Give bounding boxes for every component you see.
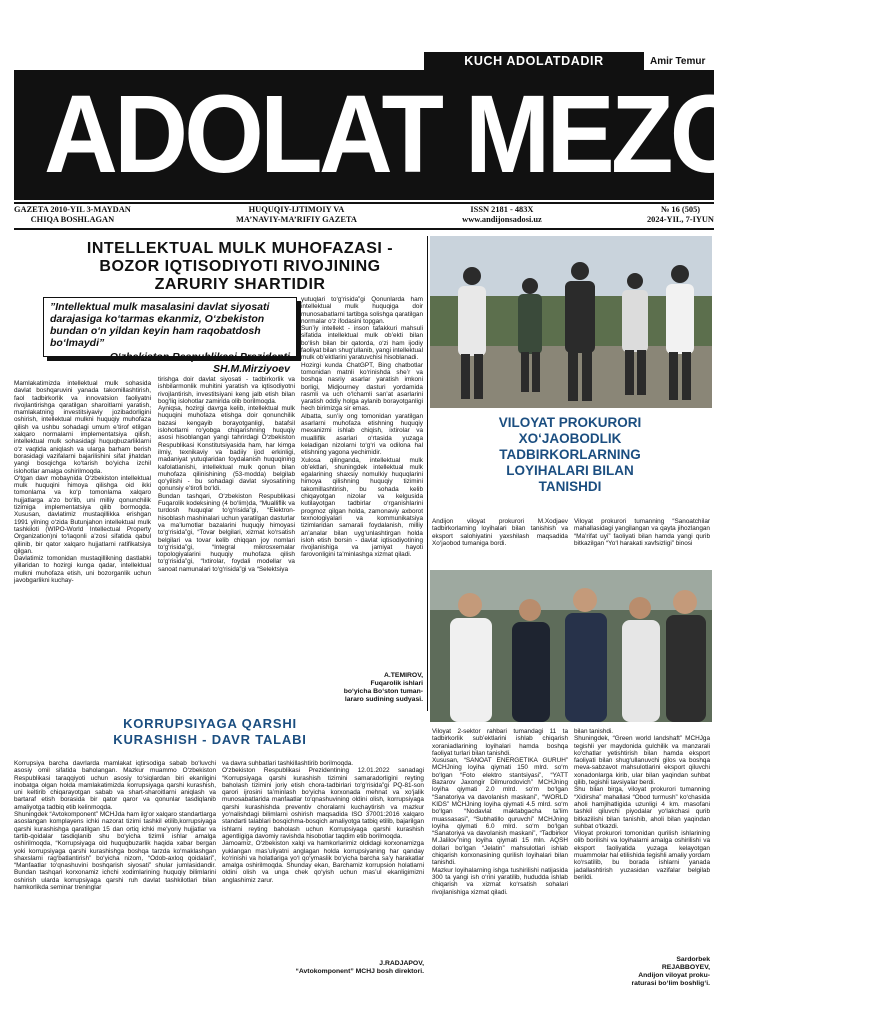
article3-col1: Korrupsiya barcha davrlarda mamlakat iqtirsodiga sabab bo‘luvchi asosiy omil sifatida baholangan. Mazkur muammo O‘zbekiston Respublikasi taraqqiyoti uchun asosiy to‘siqlardan biri ekanligini inobatga olgan holda mamlakatimizda korrupsiyaga qarshi kurashish, uni keltirib chiqarayotgan sabab va shart-sharoitlarni aniqlash va bartaraf etish borasida bir qator qaror va qonunlar tasdiqlanib amaliyotga tadbiq etib kelinmoqda. Shuningdek “Avtokomponent” MCHJda ham ilg‘or xalqaro standartlarga asoslangan komplayens ichki nazorat tizimi tashkil etilib,korrupsiyaga qarshi kurashishga qaratilgan 15 dan ortiq ichki me’yoriy hujjatlar va tartib-qoidalar tasdiqlanib shu bo‘yicha tizimli ishlar amalga oshirilmoqda, “Korrupsiyaga oid huquqbuzarlik haqida xabar bergan yoki korrupsiyaga qarshi kurashishga boshqa tarzda ko‘maklashgan shaxslarni rag‘batlantirish” bo‘yicha nizom, “Odob-axloq qoidalari”, “Manfaatlar to‘qnashuvini boshqarish siyosati” shular jumlasidandir. Bundan tashqari korxonamiz ichchi xodimlarining huquqiy bilimlarini oshirish ularda korrupsiyaga qarshi ruh davlat tashkilotlari bilan hamkorlikda seminar treninglar xyxy=(14,760,217,892)
article2-headline: VILOYAT PROKURORI XO‘JAOBODLIK TADBIRKORLARNING LOYIHALARI BILAN TANISHDI xyxy=(498,415,642,494)
masthead-rule-bottom xyxy=(14,228,714,230)
column-divider xyxy=(427,236,428,711)
issn-info: ISSN 2181 - 483X www.andijonsadosi.uz xyxy=(462,205,542,224)
masthead-rule-top xyxy=(14,202,714,204)
article1-headline: INTELLEKTUAL MULK MUHOFAZASI - BOZOR IQTISODIYOTI RIVOJINING ZARURIY SHARTIDIR xyxy=(86,240,394,293)
masthead-motto-author: Amir Temur xyxy=(650,56,706,67)
article2-col2: Viloyat prokurori tumanning “Sanoatchilar mahallasidagi yangilangan va qayta jihozlangan “Ma’rifat uyi” faoliyati bilan hamda yangi qurib bitkazilgan “Yo‘l harakati xavfsizligi” binosi xyxy=(574,518,710,547)
quote-author: O‘zbekiston Respublikasi Prezidenti SH.M.Mirziyoev xyxy=(109,351,290,375)
prosecutor-visit-photo-2 xyxy=(430,570,712,722)
article2-signature: Sardorbek REJABBOYEV, Andijon viloyat proku- raturasi bo‘lim boshlig‘i. xyxy=(631,956,710,987)
masthead-motto: KUCH ADOLATDADIR xyxy=(424,52,644,71)
genre-info: HUQUQIY-IJTIMOIY VA MA’NAVIY-MA’RIFIY GAZETA xyxy=(236,205,357,224)
article3-headline: KORRUPSIYAGA QARSHI KURASHISH - DAVR TALABI xyxy=(113,716,307,747)
president-quote xyxy=(43,297,297,375)
issue-info: № 16 (505) 2024-YIL, 7-IYUN xyxy=(646,205,714,224)
article2-col3: Viloyat 2-sektor rahbari tumandagi 11 ta tadbirkorlik sub’ektlarini ishlab chiqarish xoraniadlarining loyihalari hamda boshqa faoliyat turlari bilan tanishdi. Xususan, “SANOAT ENERGETIKA GURUH” MCHJning loyiha qiymati 150 mlrd. so‘m bo‘lgan “Foto elektro stantsiyasi”, “YATT Bazarov Jaxongir Dilmurodovich” MCHJning loyiha qiymati 2.0 mlrd. so‘m bo‘lgan “Sanatoriya va davolanish maskani”, “WORLD KIDS” MCHJning loyiha qiymati 4.5 mlrd. so‘m bo‘lgan “Nodavlat maktabgacha ta’lim muassasasi”, “Subhatillo quruvchi” MCHJning loyiha qiymati 6.0 mlrd. so‘m bo‘lgan “Sanatoriya va davolanish maskani”, “Tadbirkor M.Jalilov”ning loyiha qiymati 15 mln. AQSH dollari bo‘lgan “Jelatin” mahsulotlari ishlab chiqarish korxonasining qurilish loyihalari bilan tanishdi. Mazkur loyihalarning ishga tushirilishi natijasida 300 ta yangi ish o‘rini yaratilib, hududda ishlab chiqarish va xizmat ko‘rsatish sohalari rivojlanishiga xizmat qiladi. xyxy=(432,728,568,896)
article1-signature: A.TEMIROV, Fuqarolik ishlari bo‘yicha Bo‘ston tuman- lararo sudining sudyasi. xyxy=(343,672,423,703)
founded-info: GAZETA 2010-YIL 3-MAYDAN CHIQA BOSHLAGAN xyxy=(14,205,131,224)
newspaper-title-text: ADOLAT MEZONI xyxy=(43,73,841,196)
quote-text: ”Intellektual mulk masalasini davlat siyosati darajasiga ko‘tarmas ekanmiz, O‘zbekiston bundan o‘n yildan keyin ham raqobatdosh bo‘lmaydi” xyxy=(50,301,270,349)
article3-signature: J.RADJAPOV, “Avtokomponent” MCHJ bosh direktori. xyxy=(295,960,424,975)
newspaper-title xyxy=(14,70,841,200)
article1-col1: Mamlakatimizda intellektual mulk sohasida davlat boshqaruvini yanada takomillashtirish, faol tadbirkorlik va innovatsion faoliyatni rivojlantirishga qaratilgan sharoitlarni yaratish, mamlakatning investitsiyaviy jozibadorligini oshirish, intellektual mulkni huquqiy muhofaza qilish va ushbu sohadagi umum e’tirof etilgan xalqaro normalarni implementatsiya qilish, intellektual mulk sohasidagi huquqbuzarliklarni o‘z vaqtida aniqlash va ularga barham berish borasidagi vazifalarni bajarilishini sifat jihatdan yangi bosqichga ko‘tarish bo‘yicha izchil islohotlar amalga oshirilmoqda. O‘tgan davr mobaynida O‘zbekiston intellektual mulk huquqini himoya qilishga oid ikki tomonlama va ko‘p tomonlama xalqaro hujjatlarga a’zo bo‘lib, uni milliy qonunchilik tizimiga implementatsiya qilib bormoqda. Xususan, davlatimiz mustaqillikka erishgan 1991 yilning o‘zida Butunjahon intellektual mulk tashkiloti (WIPO-World Intellectual Property Organization)ni to‘laqonli a’zosi sifatida qabul qilinib, bir qator xalqaro hujjatlarni ratifikatsiya qilgan. Davlatimiz tomonidan mustaqillikning dastlabki yillaridan to hozirgi kunga qadar, intellektual mulkni muhofaza etish, uni bozorganlik uchun javobgarlikni kuchay- xyxy=(14,380,151,585)
article3-col2: va davra suhbatlari tashkillashtirib borilmoqda. O‘zbekiston Respublikasi Prezidentining 12.01.2022 sanadagi “Korrupsiyaga qarshi kurashish tizimini samaradorligini reyting baholash tizimini joriy etish chora-tadbirlari to‘g‘risida”gi PQ-81-son qarori ijrosini ta’minlash bo‘yicha korxonada mehnat va xo‘jalik munosabatlarida manfaatlar to‘qnashuvining oldini olish, korrupsiyaga qarshi kurashishda preventiv choralarni kuchaytirish va mazkur yo‘nalishdagi bilimlarni oshirish maqsadida ISO 37001:2016 xalqaro standarti talablari bosqichma-bosqich amaliyotga tatbiq etilib, bajarilgan ishlarni reyting baholash uchun Korrupsiyaga qarshi kurashish agentligiga davomiy ravishda hisobotlar taqdim etib borilmoqda. Jamoamiz, O‘zbekiston xalqi va hamkorlarimiz oldidagi korxonamizga yuklangan mas’uliyatni anglagan holda korrupsiyaning har qanday ko‘rinishi va holatlariga yo‘l qo‘ymaslik bo‘yicha barcha sa’y harakatlar amalga oshirilmoqda. Shunday ekan, Barchamiz korrupsion holatlarni oldini olish va unga chek qo‘yish uchun mas’ul ekanligimizni anglashimiz zarur. xyxy=(222,760,424,884)
info-line xyxy=(14,205,714,225)
article2-col1: Andijon viloyat prokurori M.Xodjaev tadbirkorlarning loyihalari bilan tanishish va eksport salohiyatini yaxshilash maqsadida Xo‘jaobod tumaniga bordi. xyxy=(432,518,568,547)
article2-col4: bilan tanishdi. Shuningdek, “Green world landshaft” MCHJga tegishli yer maydonida gulchilik va manzarali ko‘chatlar yetishtirish bilan hamda eksport faoliyati bilan shug‘ullanuvchi gilos va boshqa meva-sabzavot mahsulotlarini eksport qiluvchi xonadonlarga kirib, ular bilan yaqindan suhbat qilib, tegishli tavsiyalar berdi. Shu bilan birga, viloyat prokurori tumanning “Xidirsha” mahallasi “Obod turmush” ko‘chasida aholi hamjihatligida uzunligi 4 km. masofani tashkil qiluvchi piyodalar yo‘lakchasi qurib bitkazilishi bilan tanishib, aholi bilan yaqindan suhbat o‘tkazdi. Viloyat prokurori tomonidan qurilish ishlarining olib borilishi va loyihalarni amalga oshirilishi va eksport faoliyatida yuzaga kelayotgan muammolar hal etilishida tegishli amaliy yordam ko‘rsatilib, bu borada ishlarni yanada jadallashtirish yuzasidan vazifalar belgilab berildi. xyxy=(574,728,710,881)
photo-1-figures xyxy=(430,236,712,408)
prosecutor-visit-photo-1 xyxy=(430,236,712,408)
article1-col3: yutuqlari to‘g‘risida”gi Qonunlarda ham intellektual mulk huquqiga doir munosabatlarni tartibga solishga qaratilgan normalar o‘z ifodasini topgan. Sun’iy intellekt - inson tafakkuri mahsuli sifatida intellektual mulk ob’ekti bilan bo‘lish bilan bir qatorda, o‘zi ham ijodiy faoliyat bilan shug‘ullanib, yangi intellektual mulk ob’ektlarini yaratuvchisi hisoblanadi. Hozirgi kunda ChatGPT, Bing chatbotlar tomonidan matnli ko‘rinishda she’r va boshqa nasriy asarlar yaratish imkoni borligi, Midjourney dasturi yordamida rasmli va uch o‘lchamli san’at asarlarini yaratish oddiy holga aylanib borayotganligi hech birimizga sir emas. Albatta, sun’iy ong tomonidan yaratilgan asarlarni muhofaza etishning huquqiy mexanizmi ishlab chiqish, ixtirolar va mualliflik asarlari o‘rtasida yuzaga keladigan nizolarni to‘g‘ri va odilona hal etishning yagona yechimidir. Xulosa qilinganda, intellektual mulk ob’ektlari, shuningdek intellektual mulk egalarining shaxsiy nomulkiy huquqlarini himoya qilishning huquqiy tizimini takomillashtirish, bu sohada kelib chiqayotgan nizolar va kelgusida kutilayotgan tadbirlar o‘rganishlarini progmoz qilgan holda, zamonaviy axborot texnologiyalari va kommunikatsiya tizimlaridan samarali foydalanish, milliy an’analar bilan uyg‘unlashtirgan holda islоh etish borsin - davlat iqtisodiyotining rivojlanishiga va jamiyat hayoti farovonligini ta’minlashga xizmat qiladi. xyxy=(301,296,423,559)
photo-2-figures xyxy=(430,570,712,722)
article1-col2: tirishga doir davlat siyosati - tadbirkorlik va ishbilarmonlik muhitini yaratish va iqtisodiyotni rivojlantirish, investitsiyani keng jalb etish bilan bog‘liq islohotlar zamirida olib borilmoqda. Ayniqsa, hozirgi davrga kelib, intellektual mulk huquqini muhofaza etishga doir qonunchilik bazasi kengayib borayotganligi, batafsil islohotlarni ro‘yobga chiqarishning huquqiy asosi hisoblangan yangi tahrirdagi O‘zbekiston Respublikasi Konstitutsiyasida ham, har kimga ilmiy, texnikaviy va badiiy ijod erkinligi, madaniyat yutuqlaridan foydalanish huquqining kafolatlanishi, intellektual mulk qonun bilan muhofaza qilinishining (53-modda) belgilab qo‘yilishi - bu sohadagi davlat siyosatining qonunsiy e’tirofi bo‘ldi. Bundan tashqari, O‘zbekiston Respublikasi Fuqarolik kodeksining (4 bo‘lim)da, “Mualliflik va turdosh huquqlar to‘g‘risida”gi, “Elektron-hisoblash mashinalari uchun yaratilgan dasturlar va ma’lumotlar bazalarini huquqiy himoyasi to‘g‘risida”gi, “Tovar belgilari, xizmat ko‘rsatish belgilari va tovar kelib chiqqan joy nomlari to‘g‘risida”gi, “Integral mikrosxemalar topologiyalarini huquqiy muhofaza qilish to‘g‘risida”gi, “Ixtirolar, foydali modellar va sanoat namunalari to‘g‘risida”gi va “Selektsiya xyxy=(158,376,295,573)
